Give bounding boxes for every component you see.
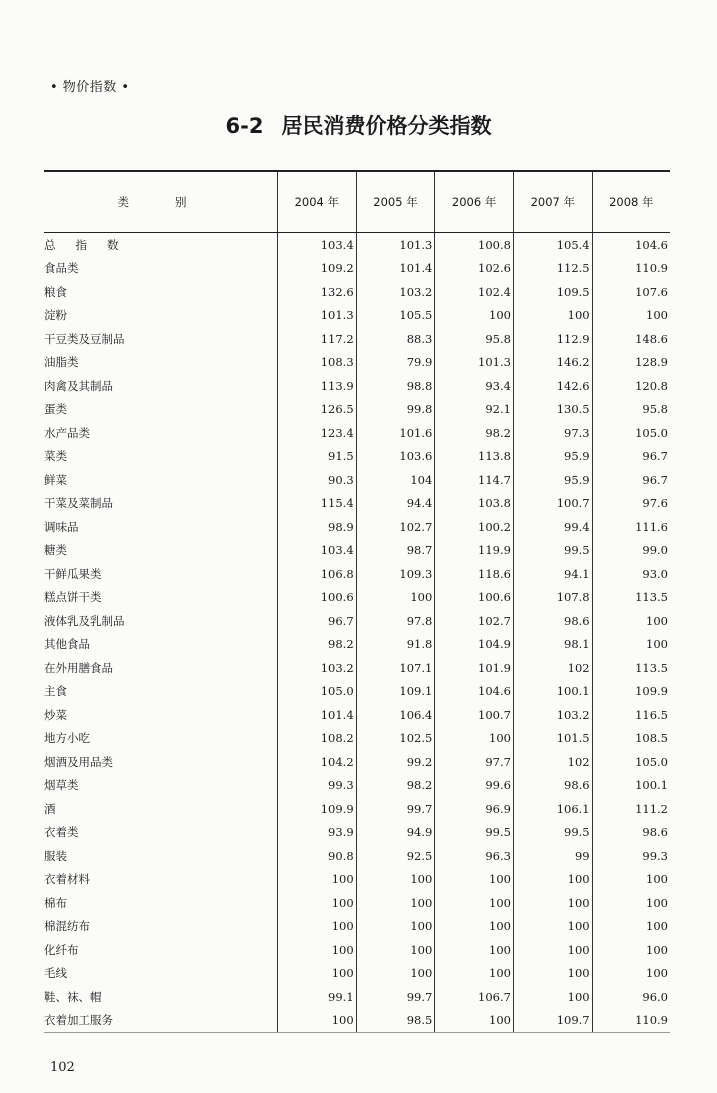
table-row [44,445,670,469]
index-value-cell: 100 [356,891,435,915]
year-column-header: 2006 年 [435,171,514,233]
index-value-cell: 94.4 [356,492,435,516]
index-value-cell: 100.1 [592,774,670,798]
index-value-cell: 99.5 [513,539,592,563]
index-value-cell: 99.8 [356,398,435,422]
index-value-cell: 113.9 [278,374,357,398]
index-value-cell: 100.7 [435,703,514,727]
index-value-cell: 96.9 [435,797,514,821]
index-value-cell: 111.6 [592,515,670,539]
index-value-cell: 109.2 [278,257,357,281]
index-value-cell: 102.7 [356,515,435,539]
year-column-header: 2005 年 [356,171,435,233]
index-value-cell: 100 [278,962,357,986]
row-label: 地方小吃 [44,731,90,746]
table-header-row [44,171,670,233]
index-value-cell: 99.3 [278,774,357,798]
table-row [44,515,670,539]
row-label: 水产品类 [44,425,90,440]
index-value-cell: 102 [513,750,592,774]
index-value-cell: 109.1 [356,680,435,704]
index-value-cell: 90.8 [278,844,357,868]
row-label: 液体乳及乳制品 [44,613,125,628]
index-value-cell: 100 [435,915,514,939]
index-value-cell: 102.4 [435,280,514,304]
index-value-cell: 142.6 [513,374,592,398]
index-value-cell: 100 [356,586,435,610]
index-value-cell: 117.2 [278,327,357,351]
row-label: 毛线 [44,966,67,981]
row-label: 衣着类 [44,825,79,840]
index-value-cell: 98.8 [356,374,435,398]
table-row [44,562,670,586]
index-value-cell: 96.3 [435,844,514,868]
table-row [44,656,670,680]
index-value-cell: 100 [435,1009,514,1033]
index-value-cell: 100 [513,938,592,962]
index-value-cell: 100 [356,938,435,962]
index-value-cell: 146.2 [513,351,592,375]
index-value-cell: 88.3 [356,327,435,351]
index-value-cell: 98.6 [513,774,592,798]
index-value-cell: 92.5 [356,844,435,868]
index-value-cell: 100.2 [435,515,514,539]
index-value-cell: 100 [435,727,514,751]
index-value-cell: 102.7 [435,609,514,633]
row-label: 棉混纺布 [44,919,90,934]
table-row [44,609,670,633]
index-value-cell: 102.6 [435,257,514,281]
index-value-cell: 101.3 [278,304,357,328]
index-value-cell: 103.6 [356,445,435,469]
row-label: 蛋类 [44,402,67,417]
index-value-cell: 98.9 [278,515,357,539]
index-value-cell: 100 [592,633,670,657]
index-value-cell: 111.2 [592,797,670,821]
table-row [44,327,670,351]
index-value-cell: 106.8 [278,562,357,586]
index-value-cell: 103.8 [435,492,514,516]
index-value-cell: 100 [278,891,357,915]
table-row [44,633,670,657]
table-row [44,280,670,304]
index-value-cell: 106.4 [356,703,435,727]
category-column-header: 类别 [44,171,278,233]
index-value-cell: 98.6 [513,609,592,633]
row-label: 炒菜 [44,707,67,722]
row-label: 衣着加工服务 [44,1009,278,1033]
index-value-cell: 97.7 [435,750,514,774]
row-label: 烟草类 [44,778,79,793]
index-value-cell: 115.4 [278,492,357,516]
index-value-cell: 107.8 [513,586,592,610]
index-value-cell: 99.7 [356,985,435,1009]
index-value-cell: 100.8 [435,233,514,257]
index-value-cell: 105.5 [356,304,435,328]
index-value-cell: 94.1 [513,562,592,586]
row-label: 糕点饼干类 [44,590,102,605]
index-value-cell: 99.0 [592,539,670,563]
index-value-cell: 104.9 [435,633,514,657]
index-value-cell: 116.5 [592,703,670,727]
row-label: 菜类 [44,449,67,464]
index-value-cell: 132.6 [278,280,357,304]
table-row [44,1009,670,1033]
index-value-cell: 109.3 [356,562,435,586]
index-value-cell: 101.3 [356,233,435,257]
index-value-cell: 100 [592,915,670,939]
page-number: 102 [50,1060,75,1075]
table-row [44,680,670,704]
index-value-cell: 97.6 [592,492,670,516]
index-value-cell: 100 [592,938,670,962]
index-value-cell: 100 [356,915,435,939]
row-label: 总指数 [44,237,139,252]
index-value-cell: 106.7 [435,985,514,1009]
index-value-cell: 100 [435,962,514,986]
index-value-cell: 100.7 [513,492,592,516]
index-value-cell: 103.4 [278,539,357,563]
index-value-cell: 98.2 [356,774,435,798]
index-value-cell: 101.3 [435,351,514,375]
index-value-cell: 112.9 [513,327,592,351]
index-value-cell: 96.0 [592,985,670,1009]
index-value-cell: 104.2 [278,750,357,774]
index-value-cell: 107.6 [592,280,670,304]
index-value-cell: 113.5 [592,586,670,610]
index-value-cell: 103.4 [278,233,357,257]
index-value-cell: 99 [513,844,592,868]
index-value-cell: 100 [592,891,670,915]
table-number: 6-2 [225,114,264,138]
index-value-cell: 100 [435,304,514,328]
section-header: • 物价指数 • [50,80,130,95]
index-value-cell: 98.6 [592,821,670,845]
index-value-cell: 100.6 [278,586,357,610]
index-value-cell: 100 [592,609,670,633]
row-label: 食品类 [44,261,79,276]
index-value-cell: 107.1 [356,656,435,680]
year-column-header: 2008 年 [592,171,670,233]
row-label: 淀粉 [44,308,67,323]
index-value-cell: 100 [435,938,514,962]
index-value-cell: 126.5 [278,398,357,422]
index-value-cell: 100 [592,868,670,892]
index-value-cell: 101.4 [356,257,435,281]
table-row [44,539,670,563]
index-value-cell: 100 [592,962,670,986]
index-value-cell: 101.9 [435,656,514,680]
index-value-cell: 93.0 [592,562,670,586]
index-value-cell: 120.8 [592,374,670,398]
index-value-cell: 105.0 [592,750,670,774]
index-value-cell: 100 [513,891,592,915]
index-value-cell: 99.2 [356,750,435,774]
index-value-cell: 108.5 [592,727,670,751]
index-value-cell: 91.8 [356,633,435,657]
index-value-cell: 106.1 [513,797,592,821]
index-value-cell: 99.5 [435,821,514,845]
index-value-cell: 100 [592,304,670,328]
row-label: 服装 [44,848,67,863]
index-value-cell: 100 [278,915,357,939]
index-value-cell: 102.5 [356,727,435,751]
table-row [44,821,670,845]
table-row [44,374,670,398]
index-value-cell: 100 [513,985,592,1009]
table-row [44,750,670,774]
index-value-cell: 101.5 [513,727,592,751]
row-label: 鞋、袜、帽 [44,989,102,1004]
index-value-cell: 100 [435,891,514,915]
index-value-cell: 100 [356,962,435,986]
index-value-cell: 108.3 [278,351,357,375]
index-value-cell: 100.1 [513,680,592,704]
index-value-cell: 109.9 [278,797,357,821]
row-label: 酒 [44,801,56,816]
row-label: 干豆类及豆制品 [44,331,125,346]
index-value-cell: 95.9 [513,445,592,469]
table-row [44,398,670,422]
index-value-cell: 103.2 [356,280,435,304]
table-row [44,727,670,751]
index-value-cell: 105.0 [592,421,670,445]
index-value-cell: 113.8 [435,445,514,469]
index-value-cell: 79.9 [356,351,435,375]
index-value-cell: 101.6 [356,421,435,445]
index-value-cell: 99.6 [435,774,514,798]
index-value-cell: 104.6 [435,680,514,704]
index-value-cell: 93.4 [435,374,514,398]
index-value-cell: 96.7 [278,609,357,633]
index-value-cell: 98.7 [356,539,435,563]
row-label: 衣着材料 [44,872,90,887]
index-value-cell: 114.7 [435,468,514,492]
index-value-cell: 91.5 [278,445,357,469]
row-label: 粮食 [44,284,67,299]
index-value-cell: 93.9 [278,821,357,845]
index-value-cell: 99.5 [513,821,592,845]
index-value-cell: 100.6 [435,586,514,610]
row-label: 调味品 [44,519,79,534]
row-label: 肉禽及其制品 [44,378,113,393]
table-row [44,492,670,516]
table-row [44,257,670,281]
row-label: 化纤布 [44,942,79,957]
index-value-cell: 94.9 [356,821,435,845]
index-value-cell: 102 [513,656,592,680]
index-value-cell: 92.1 [435,398,514,422]
table-row [44,351,670,375]
table-row [44,586,670,610]
index-value-cell: 130.5 [513,398,592,422]
index-value-cell: 96.7 [592,468,670,492]
index-value-cell: 104 [356,468,435,492]
index-value-cell: 108.2 [278,727,357,751]
row-label: 糖类 [44,543,67,558]
table-row [44,915,670,939]
index-value-cell: 100 [513,962,592,986]
index-value-cell: 98.2 [278,633,357,657]
table-row [44,233,670,257]
row-label: 干鲜瓜果类 [44,566,102,581]
table-row [44,774,670,798]
table-row [44,703,670,727]
table-row [44,797,670,821]
index-value-cell: 103.2 [513,703,592,727]
table-body [44,233,670,1033]
index-value-cell: 100 [435,868,514,892]
table-title: 居民消费价格分类指数 [281,114,492,138]
index-value-cell: 99.3 [592,844,670,868]
index-value-cell: 99.1 [278,985,357,1009]
index-value-cell: 123.4 [278,421,357,445]
index-value-cell: 110.9 [592,257,670,281]
index-value-cell: 95.9 [513,468,592,492]
index-value-cell: 95.8 [435,327,514,351]
row-label: 棉布 [44,895,67,910]
table-row [44,421,670,445]
table-row [44,985,670,1009]
index-value-cell: 110.9 [592,1009,670,1033]
index-value-cell: 109.5 [513,280,592,304]
page-title [0,110,717,140]
row-label: 烟酒及用品类 [44,754,113,769]
index-value-cell: 105.4 [513,233,592,257]
index-value-cell: 101.4 [278,703,357,727]
index-value-cell: 148.6 [592,327,670,351]
index-value-cell: 96.7 [592,445,670,469]
row-label: 其他食品 [44,637,90,652]
row-label: 在外用膳食品 [44,660,113,675]
index-value-cell: 100 [278,938,357,962]
index-value-cell: 100 [356,868,435,892]
index-value-cell: 119.9 [435,539,514,563]
table-row [44,891,670,915]
index-value-cell: 109.7 [513,1009,592,1033]
index-value-cell: 90.3 [278,468,357,492]
row-label: 油脂类 [44,355,79,370]
index-value-cell: 100 [513,868,592,892]
index-value-cell: 97.3 [513,421,592,445]
index-value-cell: 97.8 [356,609,435,633]
index-value-cell: 109.9 [592,680,670,704]
index-value-cell: 100 [513,915,592,939]
index-value-cell: 98.2 [435,421,514,445]
index-value-cell: 99.4 [513,515,592,539]
table-row [44,468,670,492]
price-index-table [44,170,670,1033]
index-value-cell: 103.2 [278,656,357,680]
table-row [44,962,670,986]
index-value-cell: 118.6 [435,562,514,586]
table-row [44,844,670,868]
row-label: 鲜菜 [44,472,67,487]
index-value-cell: 105.0 [278,680,357,704]
index-value-cell: 95.8 [592,398,670,422]
year-column-header: 2007 年 [513,171,592,233]
index-value-cell: 99.7 [356,797,435,821]
index-value-cell: 104.6 [592,233,670,257]
index-value-cell: 112.5 [513,257,592,281]
table-row [44,938,670,962]
index-value-cell: 100 [513,304,592,328]
index-value-cell: 98.1 [513,633,592,657]
index-value-cell: 113.5 [592,656,670,680]
row-label: 干菜及菜制品 [44,496,113,511]
index-value-cell: 98.5 [356,1009,435,1033]
row-label: 主食 [44,684,67,699]
table-row [44,868,670,892]
index-value-cell: 100 [278,1009,357,1033]
table-row [44,304,670,328]
index-value-cell: 128.9 [592,351,670,375]
index-value-cell: 100 [278,868,357,892]
year-column-header: 2004 年 [278,171,357,233]
